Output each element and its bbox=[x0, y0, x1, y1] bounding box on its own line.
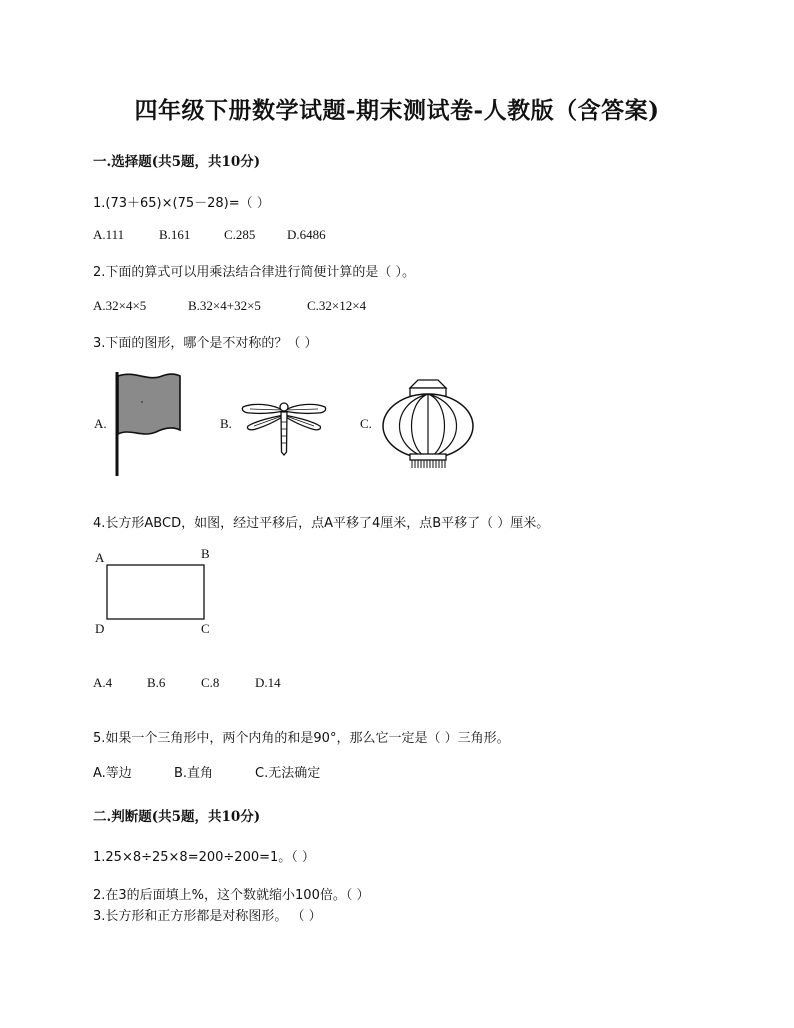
question-5-options bbox=[93, 762, 320, 781]
question-2-stem: 2.下面的算式可以用乘法结合律进行简便计算的是（ ）。 bbox=[93, 265, 416, 280]
rect-label-b: B bbox=[201, 546, 210, 561]
option-a[interactable]: A.111 bbox=[93, 227, 125, 242]
question-2-options bbox=[93, 298, 366, 314]
question-5-stem: 5.如果一个三角形中，两个内角的和是90°，那么它一定是（ ）三角形。 bbox=[93, 731, 510, 746]
rectangle-abcd bbox=[106, 564, 206, 620]
rect-label-a: A bbox=[95, 550, 105, 565]
judge-question-2: 2.在3的后面填上%，这个数就缩小100倍。（ ） bbox=[93, 888, 370, 903]
question-1-stem: 1.(73＋65)×(75－28)=（ ） bbox=[93, 196, 270, 211]
option-c[interactable]: C.32×12×4 bbox=[307, 298, 367, 313]
section-heading-choice: 一.选择题(共5题，共10分) bbox=[93, 154, 261, 170]
option-c[interactable]: C.285 bbox=[224, 227, 256, 242]
section-heading-judge: 二.判断题(共5题，共10分) bbox=[93, 809, 261, 825]
rect-label-d: D bbox=[95, 621, 105, 636]
judge-question-1: 1.25×8÷25×8=200÷200=1。（ ） bbox=[93, 850, 315, 865]
flag-icon bbox=[112, 370, 184, 478]
option-b[interactable]: B.32×4+32×5 bbox=[188, 298, 261, 313]
option-a[interactable]: A.等边 bbox=[93, 766, 132, 781]
figure-option-c-label[interactable]: C. bbox=[360, 416, 372, 431]
page-title: 四年级下册数学试题-期末测试卷-人教版（含答案) bbox=[134, 97, 660, 124]
question-4-options bbox=[93, 675, 281, 691]
option-a[interactable]: A.4 bbox=[93, 675, 113, 690]
lantern-icon bbox=[380, 376, 476, 472]
question-1-options bbox=[93, 227, 326, 243]
option-c[interactable]: C.8 bbox=[201, 675, 220, 690]
question-3-stem: 3.下面的图形，哪个是不对称的？（ ） bbox=[93, 336, 318, 351]
option-d[interactable]: D.14 bbox=[255, 675, 281, 690]
option-b[interactable]: B.6 bbox=[147, 675, 166, 690]
option-b[interactable]: B.直角 bbox=[174, 766, 214, 781]
judge-question-3: 3.长方形和正方形都是对称图形。 （ ） bbox=[93, 909, 322, 924]
option-b[interactable]: B.161 bbox=[159, 227, 191, 242]
figure-option-a-label[interactable]: A. bbox=[94, 416, 107, 431]
question-4-stem: 4.长方形ABCD，如图，经过平移后，点A平移了4厘米，点B平移了（ ）厘米。 bbox=[93, 516, 550, 531]
option-a[interactable]: A.32×4×5 bbox=[93, 298, 147, 313]
option-c[interactable]: C.无法确定 bbox=[255, 766, 321, 781]
rect-label-c: C bbox=[201, 621, 210, 636]
dragonfly-icon bbox=[238, 398, 330, 456]
option-d[interactable]: D.6486 bbox=[287, 227, 326, 242]
figure-option-b-label[interactable]: B. bbox=[220, 416, 232, 431]
